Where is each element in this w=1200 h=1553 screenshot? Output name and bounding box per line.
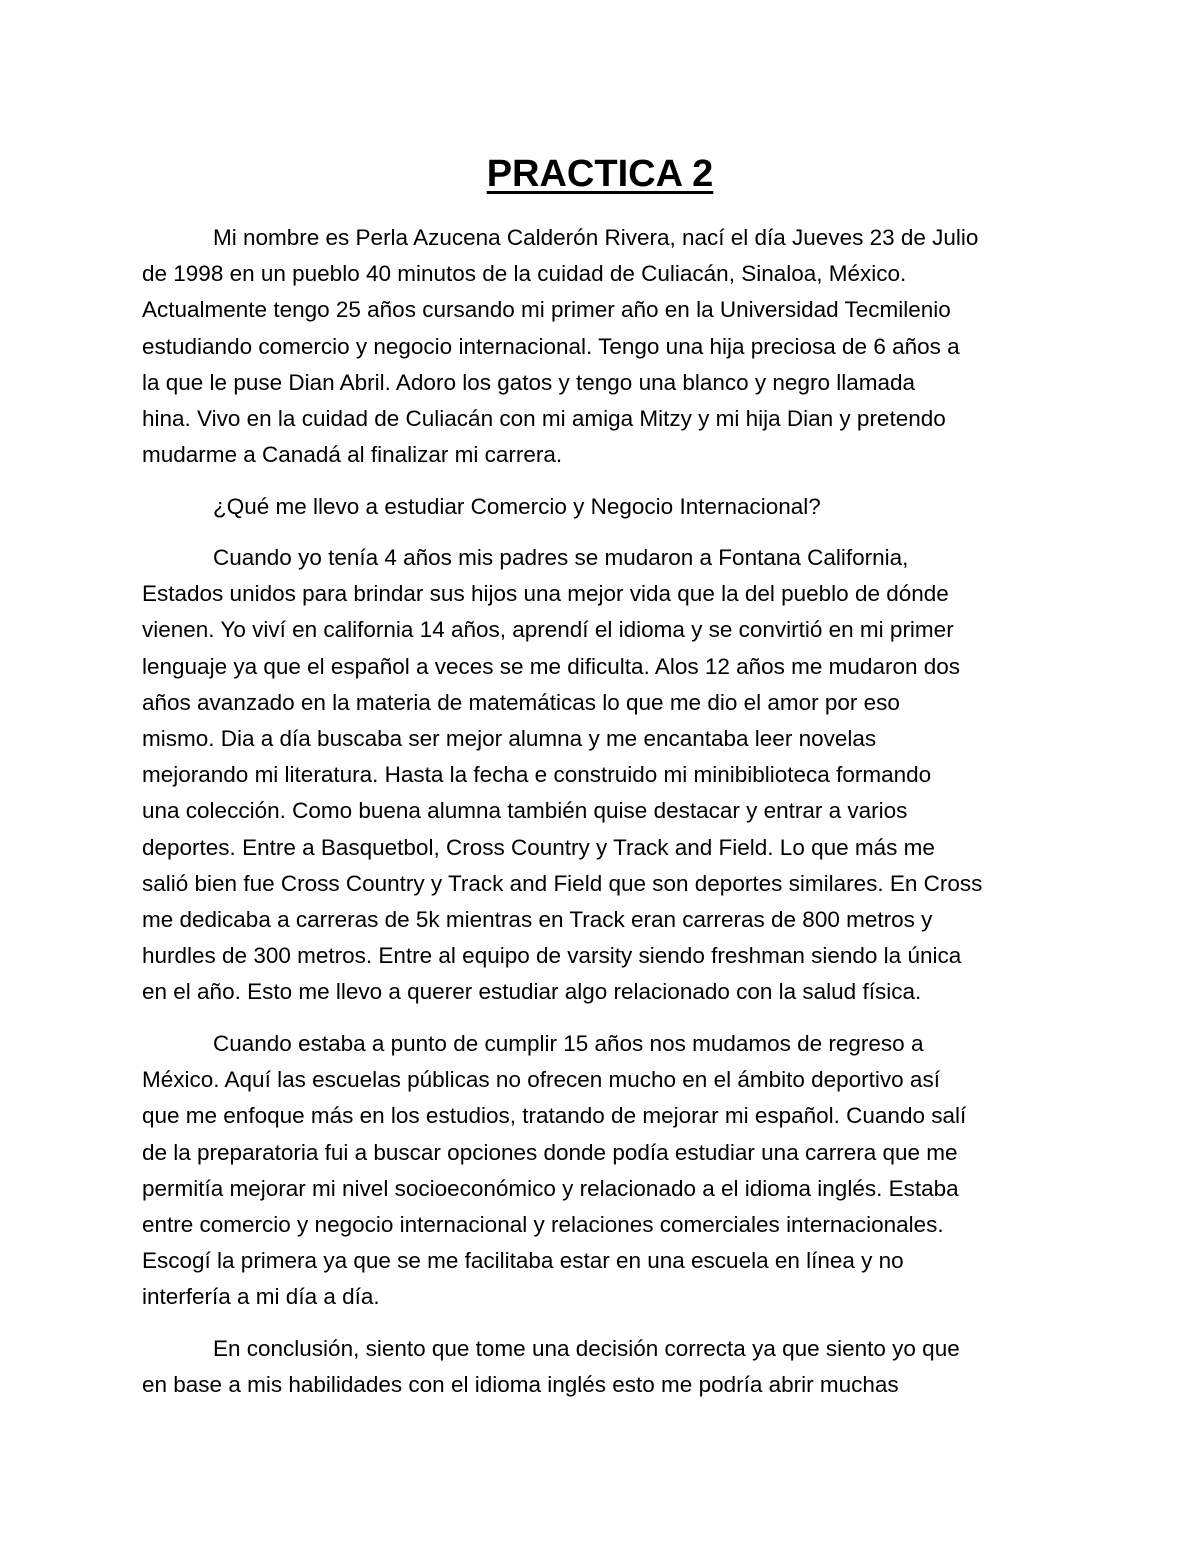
paragraph-line: la que le puse Dian Abril. Adoro los gatos y tengo una blanco y negro llamada xyxy=(142,369,916,395)
paragraph-line: México. Aquí las escuelas públicas no ofrecen mucho en el ámbito deportivo así xyxy=(142,1067,940,1093)
paragraph-line: mejorando mi literatura. Hasta la fecha e construido mi minibiblioteca formando xyxy=(142,762,932,788)
paragraph-line: en el año. Esto me llevo a querer estudiar algo relacionado con la salud física. xyxy=(142,979,922,1005)
paragraph-line: Escogí la primera ya que se me facilitaba estar en una escuela en línea y no xyxy=(142,1248,904,1274)
paragraph-line: en base a mis habilidades con el idioma inglés esto me podría abrir muchas xyxy=(142,1372,899,1398)
paragraph-line: que me enfoque más en los estudios, tratando de mejorar mi español. Cuando salí xyxy=(142,1103,967,1129)
paragraph-line: ¿Qué me llevo a estudiar Comercio y Negocio Internacional? xyxy=(213,494,821,519)
paragraph-line: Mi nombre es Perla Azucena Calderón Rivera, nací el día Jueves 23 de Julio xyxy=(213,225,979,250)
paragraph-line: mudarme a Canadá al finalizar mi carrera. xyxy=(142,442,563,468)
page-title: PRACTICA 2 xyxy=(486,153,714,195)
paragraph-childhood xyxy=(142,540,1062,1010)
paragraph-question xyxy=(142,489,1062,525)
paragraph-line: Actualmente tengo 25 años cursando mi primer año en la Universidad Tecmilenio xyxy=(142,297,951,323)
paragraph-line: estudiando comercio y negocio internacional. Tengo una hija preciosa de 6 años a xyxy=(142,333,960,359)
paragraph-line: permitía mejorar mi nivel socioeconómico y relacionado a el idioma inglés. Estaba xyxy=(142,1175,959,1201)
paragraph-line: me dedicaba a carreras de 5k mientras en Track eran carreras de 800 metros y xyxy=(142,906,933,932)
paragraph-mexico xyxy=(142,1026,1062,1316)
paragraph-line: En conclusión, siento que tome una decisión correcta ya que siento yo que xyxy=(213,1336,960,1361)
paragraph-line: hina. Vivo en la cuidad de Culiacán con mi amiga Mitzy y mi hija Dian y pretendo xyxy=(142,405,946,431)
paragraph-line: de la preparatoria fui a buscar opciones donde podía estudiar una carrera que me xyxy=(142,1139,958,1165)
paragraph-line: años avanzado en la materia de matemáticas lo que me dio el amor por eso xyxy=(142,689,900,715)
paragraph-intro xyxy=(142,220,1062,473)
paragraph-line: Cuando estaba a punto de cumplir 15 años nos mudamos de regreso a xyxy=(213,1031,924,1056)
paragraph-line: vienen. Yo viví en california 14 años, aprendí el idioma y se convirtió en mi primer xyxy=(142,617,954,643)
paragraph-conclusion xyxy=(142,1331,1062,1403)
paragraph-line: interfería a mi día a día. xyxy=(142,1284,380,1310)
paragraph-line: hurdles de 300 metros. Entre al equipo de varsity siendo freshman siendo la única xyxy=(142,943,962,969)
paragraph-line: de 1998 en un pueblo 40 minutos de la cuidad de Culiacán, Sinaloa, México. xyxy=(142,261,907,287)
paragraph-line: lenguaje ya que el español a veces se me dificulta. Alos 12 años me mudaron dos xyxy=(142,653,961,679)
paragraph-line: una colección. Como buena alumna también quise destacar y entrar a varios xyxy=(142,798,908,824)
paragraph-line: salió bien fue Cross Country y Track and Field que son deportes similares. En Cross xyxy=(142,870,983,896)
paragraph-line: Cuando yo tenía 4 años mis padres se mudaron a Fontana California, xyxy=(213,545,909,570)
paragraph-line: Estados unidos para brindar sus hijos una mejor vida que la del pueblo de dónde xyxy=(142,581,949,607)
paragraph-line: mismo. Dia a día buscaba ser mejor alumna y me encantaba leer novelas xyxy=(142,725,877,751)
paragraph-line: entre comercio y negocio internacional y relaciones comerciales internacionales. xyxy=(142,1211,944,1237)
paragraph-line: deportes. Entre a Basquetbol, Cross Country y Track and Field. Lo que más me xyxy=(142,834,935,860)
